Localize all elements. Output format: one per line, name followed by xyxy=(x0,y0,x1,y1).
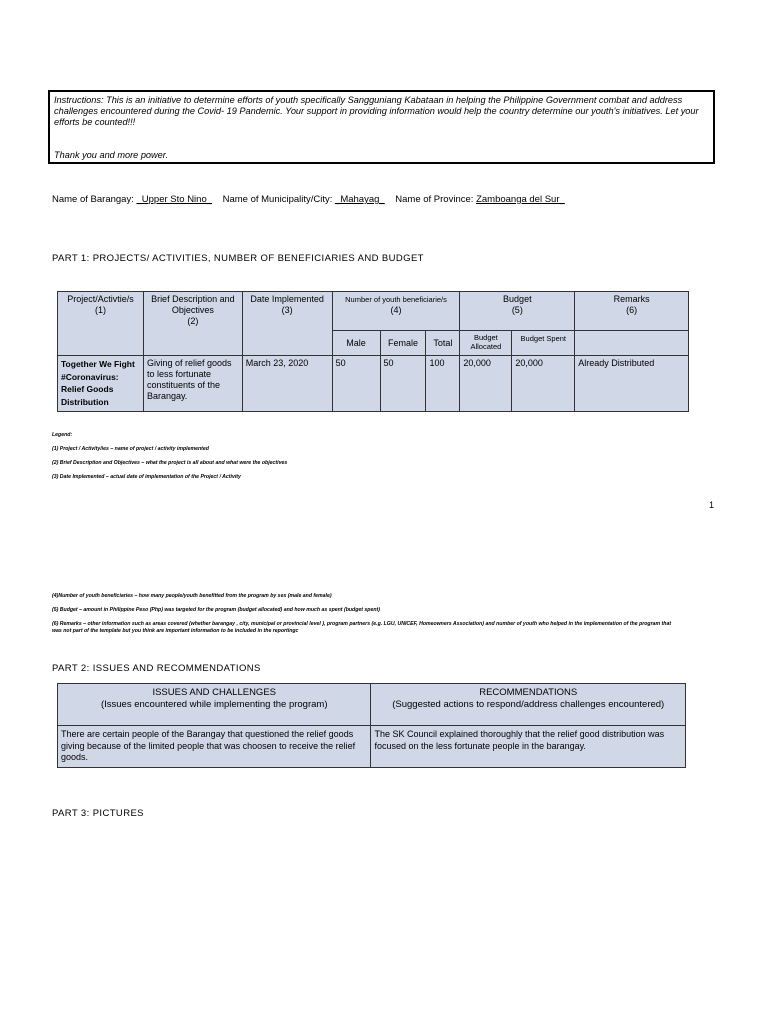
header-remarks-empty xyxy=(575,331,689,356)
header-date-label: Date Implemented xyxy=(250,294,324,304)
part3-title: PART 3: PICTURES xyxy=(52,808,144,819)
cell-date: March 23, 2020 xyxy=(242,356,332,412)
page-number: 1 xyxy=(709,500,715,510)
issues-table xyxy=(57,683,686,768)
cell-description: Giving of relief goods to less fortunate constituents of the Barangay. xyxy=(143,356,242,412)
header-recommendations-sub: (Suggested actions to respond/address challenges encountered) xyxy=(392,698,665,710)
header-beneficiaries-num: (4) xyxy=(390,305,402,315)
header-issues-sub: (Issues encountered while implementing the program) xyxy=(100,698,328,710)
header-project xyxy=(58,292,144,356)
header-project-num: (1) xyxy=(94,305,106,315)
instructions-text: Instructions: This is an initiative to determine efforts of youth specifically Sangguniang Kabataan in helping the Philippine Government combat and address challenges encountered during the Covid- 19 Pandemic. Your support in providing information would help the country determine our youth's initiatives. Let your efforts be counted!!! xyxy=(54,95,699,127)
legend-item: (1) Project / Activity/ies – name of project / activity implemented xyxy=(52,446,209,452)
header-budget-num: (5) xyxy=(511,305,523,315)
legend-item: (3) Date Implemented – actual date of implementation of the Project / Activity xyxy=(52,474,241,480)
header-budget-allocated: Budget Allocated xyxy=(460,331,512,356)
header-date xyxy=(242,292,332,356)
cell-female: 50 xyxy=(380,356,426,412)
header-recommendations xyxy=(371,684,686,726)
cell-total: 100 xyxy=(426,356,460,412)
legend-title: Legend: xyxy=(52,432,73,438)
municipality-value: _Mahayag_ xyxy=(335,194,385,205)
cell-recommendation: The SK Council explained thoroughly that the relief good distribution was focused on the less fortunate people in the barangay. xyxy=(371,726,686,768)
header-remarks-num: (6) xyxy=(626,305,638,315)
instructions-box xyxy=(48,90,715,164)
cell-issue: There are certain people of the Barangay that questioned the relief goods giving because of the limited people that was choosen to receive the relief goods. xyxy=(58,726,371,768)
header-female: Female xyxy=(380,331,426,356)
header-male: Male xyxy=(332,331,380,356)
header-budget-label: Budget xyxy=(503,294,532,304)
projects-table xyxy=(57,291,689,412)
header-budget xyxy=(460,292,575,331)
header-description-num: (2) xyxy=(187,316,199,326)
legend-item: (5) Budget – amount in Philippine Peso (Php) was targeted for the program (budget allocated) and how much as spent (budget spent) xyxy=(52,607,380,613)
header-remarks xyxy=(575,292,689,331)
header-project-label: Project/Activtie/s xyxy=(67,294,134,304)
barangay-label: Name of Barangay: xyxy=(52,194,134,205)
table-row xyxy=(58,726,686,768)
cell-budget-spent: 20,000 xyxy=(512,356,575,412)
legend-item: (4)Number of youth beneficiaries – how many people/youth benefitted from the program by sex (male and female) xyxy=(52,593,332,599)
cell-remarks: Already Distributed xyxy=(575,356,689,412)
cell-male: 50 xyxy=(332,356,380,412)
header-description xyxy=(143,292,242,356)
part1-title: PART 1: PROJECTS/ ACTIVITIES, NUMBER OF BENEFICIARIES AND BUDGET xyxy=(52,253,424,264)
legend-item: (2) Brief Description and Objectives – what the project is all about and what were the objectives xyxy=(52,460,288,466)
cell-project: Together We Fight #Coronavirus: Relief Goods Distribution xyxy=(58,356,144,412)
cell-budget-allocated: 20,000 xyxy=(460,356,512,412)
header-date-num: (3) xyxy=(281,305,293,315)
header-total: Total xyxy=(426,331,460,356)
header-recommendations-label: RECOMMENDATIONS xyxy=(479,687,578,698)
header-budget-spent: Budget Spent xyxy=(512,331,575,356)
header-remarks-label: Remarks xyxy=(613,294,650,304)
table-row xyxy=(58,356,689,412)
header-beneficiaries-label: Number of youth beneficiarie/s xyxy=(345,295,447,304)
header-beneficiaries xyxy=(332,292,460,331)
header-issues xyxy=(58,684,371,726)
municipality-label: Name of Municipality/City: xyxy=(222,194,333,205)
part2-title: PART 2: ISSUES AND RECOMMENDATIONS xyxy=(52,663,261,674)
header-description-label: Brief Description and Objectives xyxy=(151,294,235,315)
barangay-value: _Upper Sto Nino_ xyxy=(136,194,213,205)
legend-item: (6) Remarks – other information such as areas covered (whether barangay , city, municipal or provincial level ), program partners (e.g. LGU, UNICEF, Homeowners Association) and number of youth who helped in the implementation of the program that xyxy=(52,621,672,627)
legend-item: was not part of the template but you think are important information to be included in the reportingc xyxy=(52,628,299,634)
closing-text: Thank you and more power. xyxy=(54,150,169,160)
province-value: Zamboanga del Sur_ xyxy=(476,194,565,205)
province-label: Name of Province: xyxy=(395,194,474,205)
location-line xyxy=(52,194,565,205)
header-issues-label: ISSUES AND CHALLENGES xyxy=(152,687,276,698)
